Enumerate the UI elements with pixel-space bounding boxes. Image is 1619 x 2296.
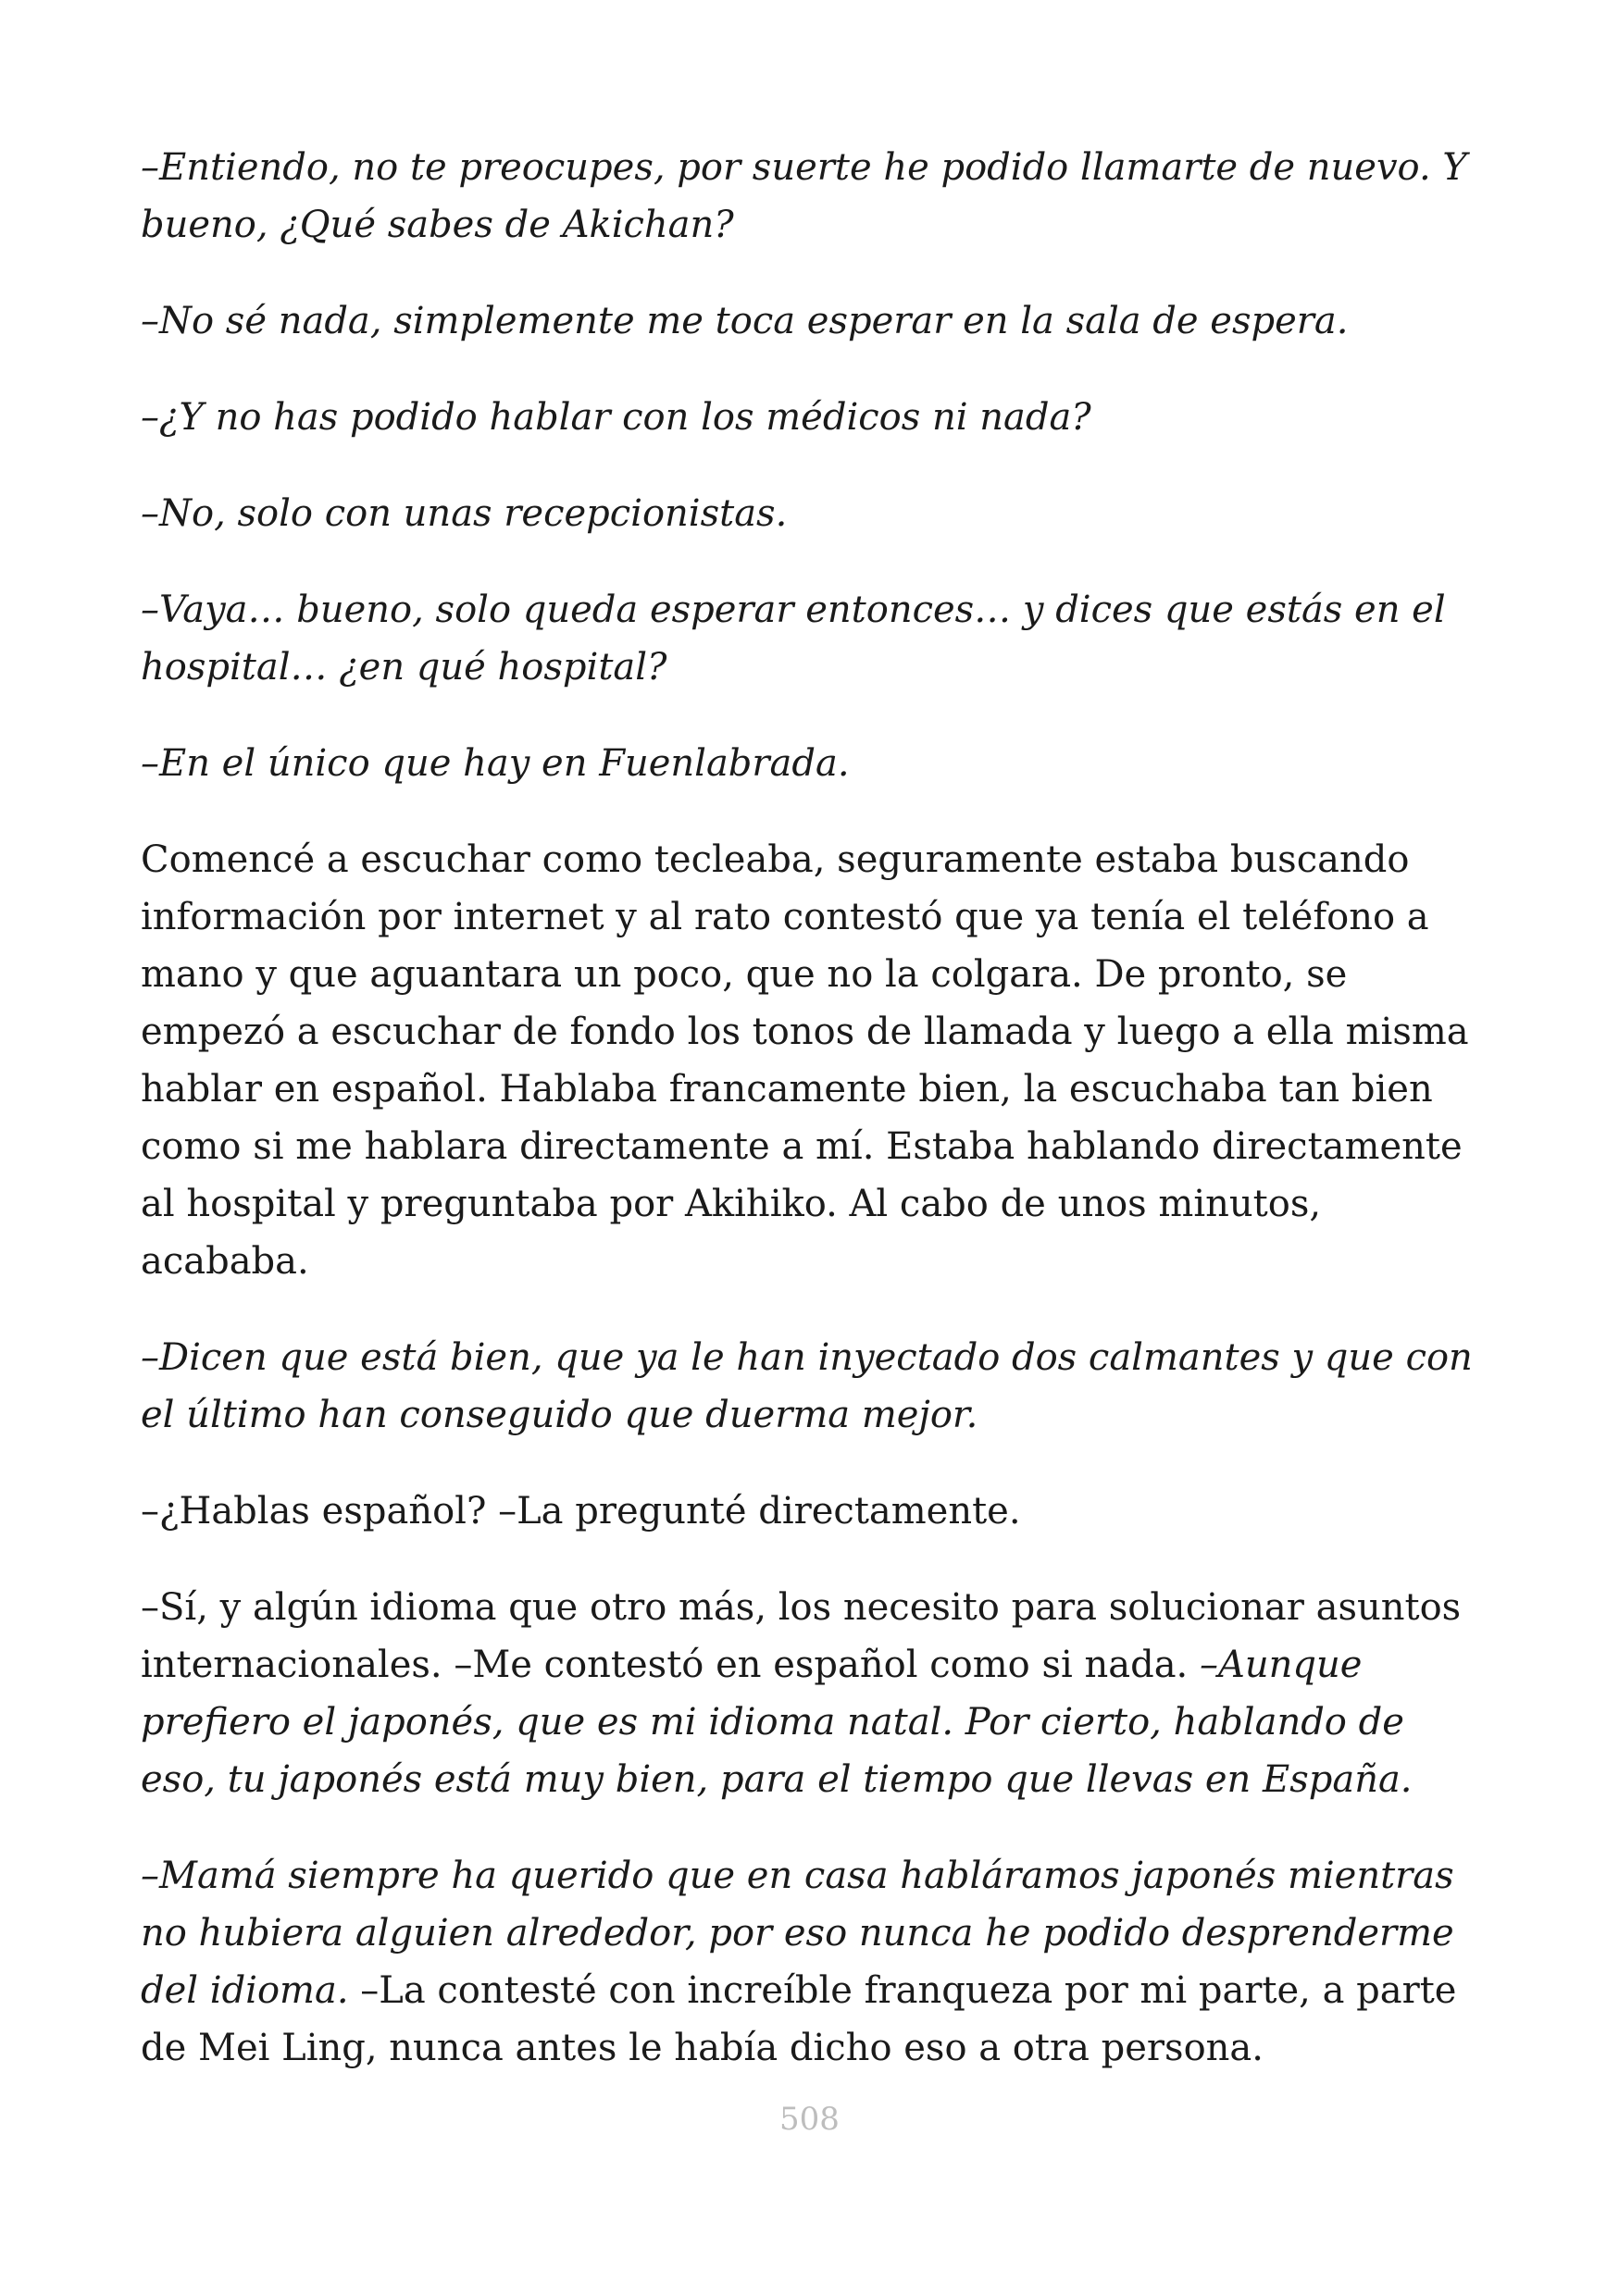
paragraph-8 [141, 1329, 1474, 1444]
dialogue-text: –No, solo con unas recepcionistas. [141, 492, 788, 535]
dialogue-text: –Entiendo, no te preocupes, por suerte he podido llamarte de nuevo. Y bueno, ¿Qué sabes de Akichan? [141, 146, 1467, 246]
dialogue-text: –¿Y no has podido hablar con los médicos ni nada? [141, 396, 1091, 439]
dialogue-text: –Vaya… bueno, solo queda esperar entonces… y dices que estás en el hospital… ¿en qué hospital? [141, 589, 1446, 689]
narration-text: Comencé a escuchar como tecleaba, seguramente estaba buscando información por internet y al rato contestó que ya tenía el teléfono a mano y que aguantara un poco, que no la colgara. De pronto, se empezó a escuchar de fondo los tonos de llamada y luego a ella misma hablar en español. Hablaba francamente bien, la escuchaba tan bien como si me hablara directamente a mí. Estaba hablando directamente al hospital y preguntaba por Akihiko. Al cabo de unos minutos, acababa. [141, 838, 1469, 1283]
paragraph-1 [141, 139, 1474, 254]
paragraph-7 [141, 831, 1474, 1290]
dialogue-text: –En el único que hay en Fuenlabrada. [141, 742, 850, 785]
page-number: 508 [779, 2101, 840, 2138]
paragraph-10 [141, 1579, 1474, 1808]
dialogue-text: –Sí, y algún idioma que otro más, los necesito para solucionar asuntos internacionales. –Me contestó en español como si nada. [141, 1586, 1462, 1686]
dialogue-text-italic: –Aunque prefiero el japonés, que es mi idioma natal. Por cierto, hablando de eso, tu japonés está muy bien, para el tiempo que llevas en España. [141, 1644, 1413, 1801]
paragraph-11 [141, 1847, 1474, 2077]
dialogue-text-italic: –Mamá siempre ha querido que en casa habláramos japonés mientras no hubiera alguien alrededor, por eso nunca he podido desprenderme del idioma. [141, 1855, 1454, 2012]
dialogue-text: –No sé nada, simplemente me toca esperar en la sala de espera. [141, 300, 1349, 342]
page-body [141, 139, 1474, 2116]
paragraph-9 [141, 1483, 1474, 1540]
paragraph-4 [141, 485, 1474, 542]
dialogue-text: –Dicen que está bien, que ya le han inyectado dos calmantes y que con el último han conseguido que duerma mejor. [141, 1336, 1473, 1436]
paragraph-3 [141, 389, 1474, 446]
dialogue-text: –¿Hablas español? –La pregunté directamente. [141, 1490, 1021, 1533]
paragraph-6 [141, 735, 1474, 792]
paragraph-5 [141, 581, 1474, 696]
paragraph-2 [141, 292, 1474, 350]
narration-text: –La contesté con increíble franqueza por mi parte, a parte de Mei Ling, nunca antes le había dicho eso a otra persona. [141, 1969, 1457, 2069]
